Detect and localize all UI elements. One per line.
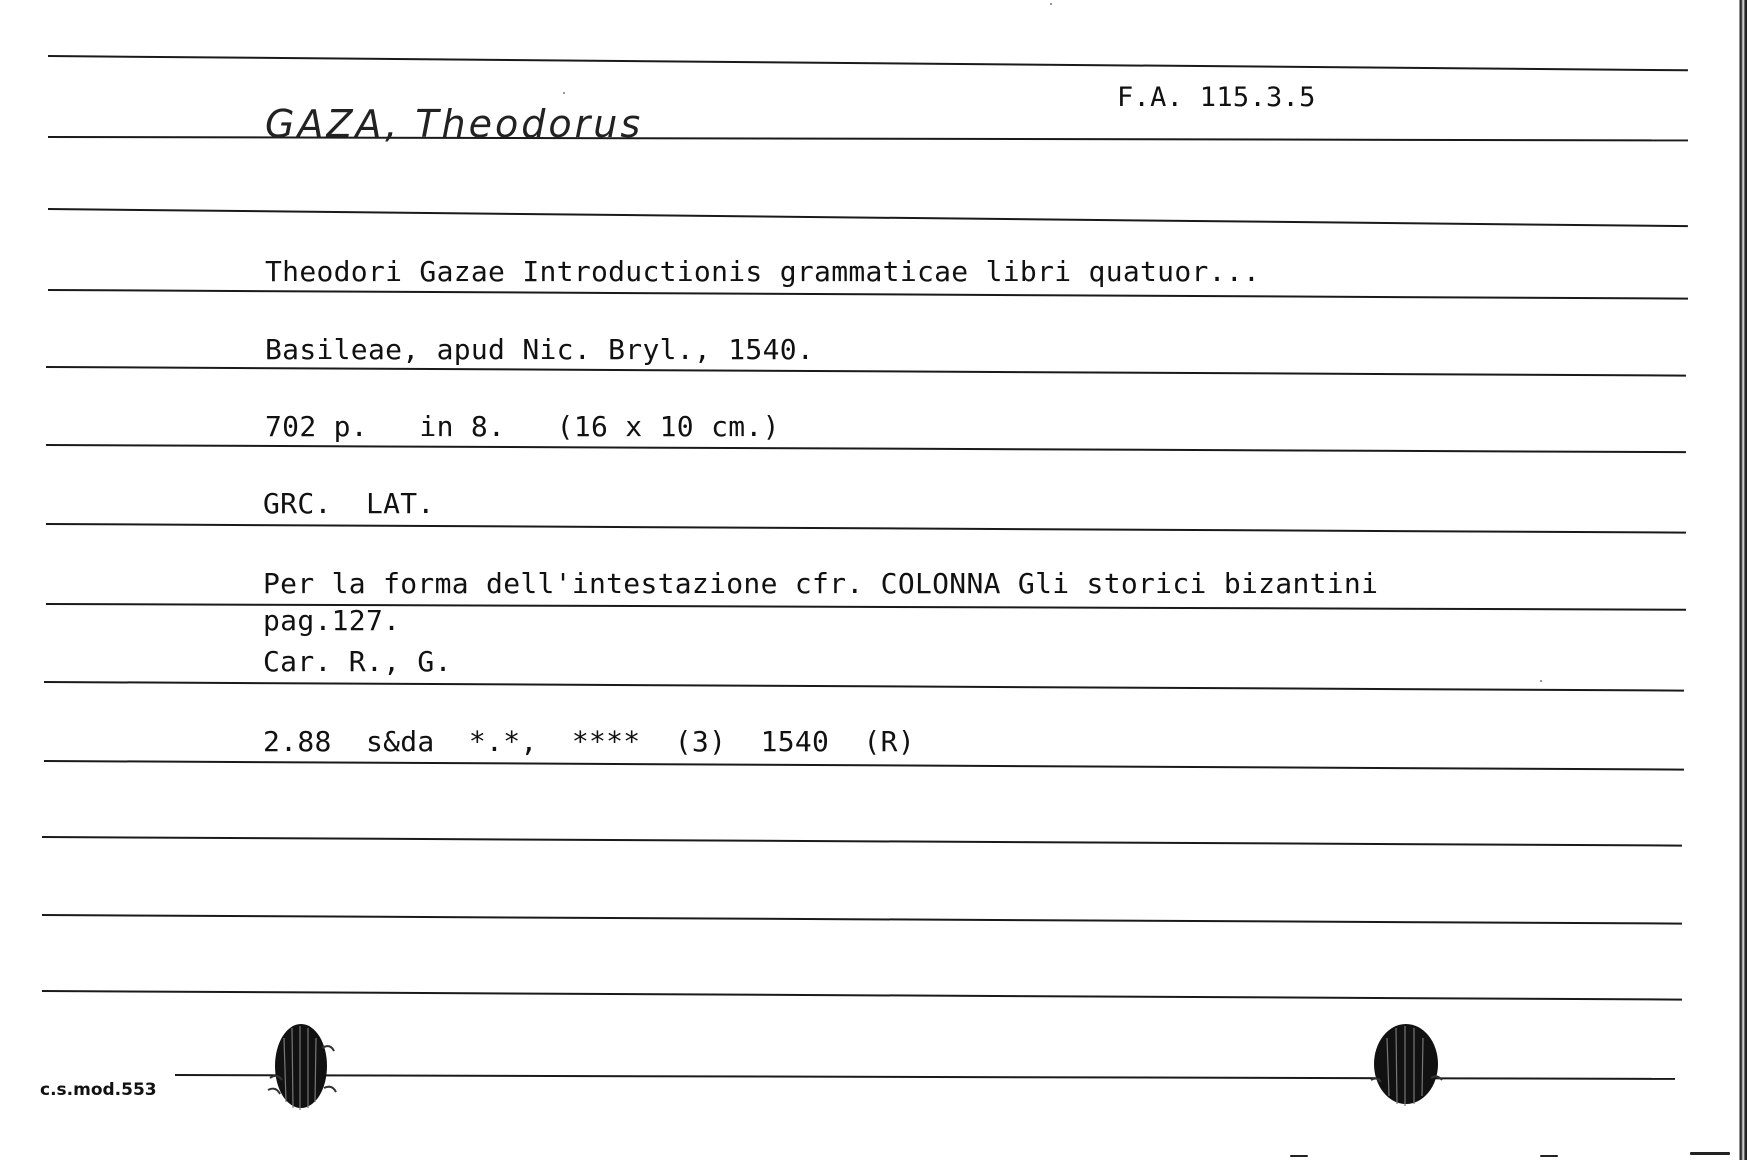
speck <box>1540 1155 1558 1157</box>
card-edge <box>1737 0 1747 1160</box>
handwritten-heading: GAZA, Theodorus <box>265 102 644 146</box>
rule-line <box>46 366 1686 377</box>
shelfmark: F.A. 115.3.5 <box>1117 82 1316 113</box>
punch-hole-left <box>262 1018 340 1114</box>
physical-description: 702 p. in 8. (16 x 10 cm.) <box>265 410 780 443</box>
note-line-2: pag.127. <box>263 604 401 637</box>
rule-line <box>42 836 1682 847</box>
speck <box>563 92 565 94</box>
code-line: 2.88 s&da *.*, **** (3) 1540 (R) <box>263 725 915 758</box>
rule-line <box>42 914 1682 925</box>
form-code: c.s.mod.553 <box>40 1080 157 1100</box>
rule-line <box>48 55 1688 71</box>
rule-line <box>175 1074 1675 1080</box>
note-line-3: Car. R., G. <box>263 645 452 678</box>
punch-hole-right <box>1367 1016 1445 1112</box>
languages-line: GRC. LAT. <box>263 487 435 520</box>
speck <box>1290 1155 1308 1157</box>
title-line: Theodori Gazae Introductionis grammaticae libri quatuor... <box>265 255 1261 288</box>
imprint-line: Basileae, apud Nic. Bryl., 1540. <box>265 333 815 366</box>
rule-line <box>46 444 1686 453</box>
rule-line <box>44 760 1684 771</box>
speck <box>1540 680 1542 682</box>
speck <box>1690 1152 1730 1155</box>
rule-line <box>42 990 1682 1001</box>
rule-line <box>48 289 1688 300</box>
note-line-1: Per la forma dell'intestazione cfr. COLONNA Gli storici bizantini <box>263 567 1379 600</box>
speck <box>1050 3 1052 5</box>
rule-line <box>44 681 1684 692</box>
rule-line <box>46 523 1686 534</box>
rule-line <box>48 208 1688 227</box>
